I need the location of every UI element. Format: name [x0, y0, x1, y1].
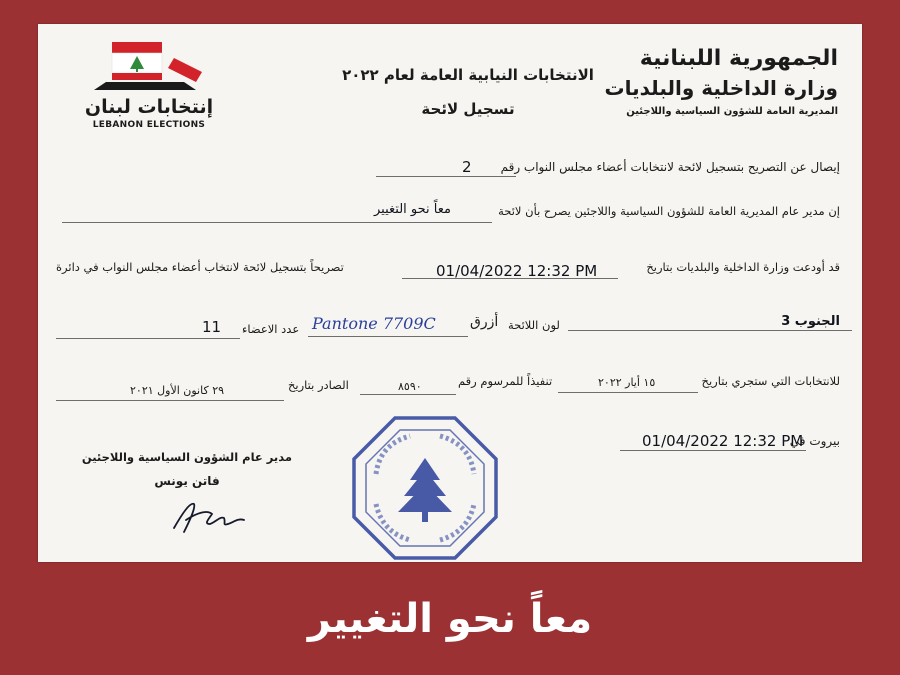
signatory-name: فاتن يونس: [154, 474, 220, 488]
republic-heading: الجمهورية اللبنانية: [639, 46, 838, 71]
footer-slogan: معاً نحو التغيير: [307, 596, 593, 642]
members-line: [56, 338, 240, 339]
receipt-number: 2: [462, 158, 472, 176]
document-paper: [38, 24, 862, 562]
logo-arabic-text: إنتخابات لبنان: [84, 96, 214, 118]
cedar-stamp-icon: [398, 458, 452, 522]
document-title: الانتخابات النيابية العامة لعام ٢٠٢٢: [342, 66, 594, 84]
list-name: معاً نحو التغيير: [374, 202, 451, 217]
logo-english-text: LEBANON ELECTIONS: [92, 120, 206, 130]
district: الجنوب 3: [781, 314, 840, 329]
district-line: [568, 330, 852, 331]
receipt-label: إيصال عن التصريح بتسجيل لائحة لانتخابات أعضاء مجلس النواب رقم: [500, 160, 840, 174]
beirut-datetime: 01/04/2022 12:32 PM: [642, 432, 804, 450]
lebanon-elections-logo: [84, 38, 214, 138]
elections-date: ١٥ أيار ٢٠٢٢: [598, 376, 656, 389]
signatory-title: مدير عام الشؤون السياسية واللاجئين: [81, 450, 292, 464]
deposit-datetime: 01/04/2022 12:32 PM: [436, 262, 598, 280]
members-count: 11: [202, 318, 222, 336]
list-name-line: [62, 222, 492, 223]
receipt-number-line: [376, 176, 516, 177]
decree-number: ٨٥٩٠: [398, 380, 422, 393]
pantone-code: Pantone 7709C: [312, 314, 436, 333]
decree-number-line: [360, 394, 456, 395]
flag-ballot-icon: [84, 38, 214, 90]
list-color-line: [308, 336, 468, 337]
handwritten-signature: [168, 494, 248, 540]
issued-date: ٢٩ كانون الأول ٢٠٢١: [130, 384, 225, 397]
list-color-label: لون اللائحة: [508, 318, 560, 332]
official-stamp: [350, 414, 500, 562]
declaration-label: تصريحاً بتسجيل لائحة لانتخاب أعضاء مجلس النواب في دائرة: [56, 260, 344, 274]
elections-label: للانتخابات التي ستجري بتاريخ: [701, 374, 840, 388]
deposited-label: قد أودعت وزارة الداخلية والبلديات بتاريخ: [646, 260, 840, 274]
director-statement: إن مدير عام المديرية العامة للشؤون السياسية واللاجئين يصرح بأن لائحة: [498, 204, 840, 218]
members-label: عدد الاعضاء: [242, 322, 300, 336]
beirut-label: بيروت في: [789, 434, 840, 448]
ministry-heading: وزارة الداخلية والبلديات: [604, 76, 838, 100]
directorate-heading: المديرية العامة للشؤون السياسية واللاجئين: [626, 106, 838, 117]
issued-label: الصادر بتاريخ: [288, 378, 349, 392]
decree-label: تنفيذاً للمرسوم رقم: [458, 374, 553, 388]
beirut-date-line: [620, 450, 806, 451]
issued-date-line: [56, 400, 284, 401]
elections-date-line: [558, 392, 698, 393]
list-color-value: أزرق: [470, 314, 499, 330]
document-subtitle: تسجيل لائحة: [421, 100, 515, 118]
